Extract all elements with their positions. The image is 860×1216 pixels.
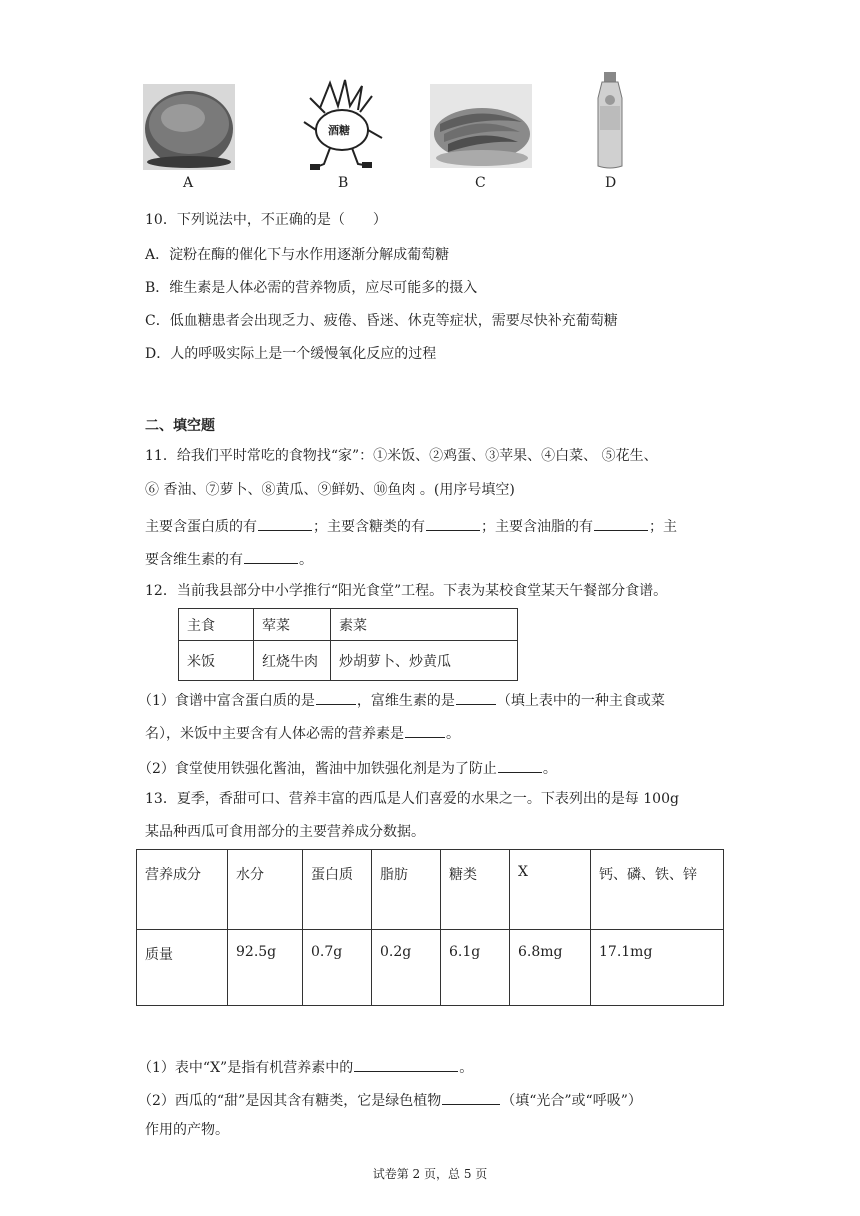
q12-cell: 米饭: [179, 641, 254, 681]
q13-cell: 6.1g: [441, 930, 510, 1006]
q13-cell: 蛋白质: [303, 850, 372, 930]
q11-line2: ⑥ 香油、⑦萝卜、⑧黄瓜、⑨鲜奶、⑩鱼肉 。(用序号填空): [145, 482, 515, 498]
q12-part2-end: 。: [542, 761, 557, 777]
q12-part1-line1: [138, 688, 665, 711]
q11-line3-end: ；主: [649, 519, 677, 535]
q12-cell: 炒胡萝卜、炒黄瓜: [331, 641, 518, 681]
q13-part1: [138, 1055, 473, 1078]
q13-cell: 钙、磷、铁、锌: [591, 850, 724, 930]
q13-cell: 6.8mg: [510, 930, 591, 1006]
image-b-text: 酒糖: [328, 124, 350, 137]
image-b-cartoon: [300, 78, 386, 174]
section-title: 二、填空题: [145, 418, 215, 434]
q12-menu-table: [178, 608, 518, 681]
q10-option-b: B．维生素是人体必需的营养物质，应尽可能多的摄入: [145, 280, 478, 296]
q12-protein-blank[interactable]: [316, 688, 356, 705]
q13-sweet-blank[interactable]: [442, 1088, 500, 1105]
q13-sweet-label: （2）西瓜的“甜”是因其含有糖类，它是绿色植物: [138, 1093, 442, 1109]
q10-option-c: C．低血糖患者会出现乏力、疲倦、昏迷、休克等症状，需要尽快补充葡萄糖: [145, 313, 618, 329]
q13-cell: 0.7g: [303, 930, 372, 1006]
q10-option-d: D．人的呼吸实际上是一个缓慢氧化反应的过程: [145, 346, 437, 362]
image-d-label: D: [605, 175, 617, 191]
image-c-bananas: [430, 84, 532, 168]
q10-stem: 10．下列说法中，不正确的是（ ）: [145, 212, 387, 228]
image-d-bottle: [592, 72, 628, 170]
q12-cell: 荤菜: [254, 609, 331, 641]
image-a-label: A: [183, 175, 194, 191]
q12-hint: （填上表中的一种主食或菜: [496, 693, 665, 709]
q12-cell: 红烧牛肉: [254, 641, 331, 681]
q11-line3: [145, 514, 677, 537]
q13-x-blank[interactable]: [354, 1055, 458, 1072]
q11-vitamin-label: 要含维生素的有: [145, 552, 243, 568]
q13-x-label: （1）表中“X”是指有机营养素中的: [138, 1060, 354, 1076]
q12-protein-label: （1）食谱中富含蛋白质的是: [138, 693, 315, 709]
q12-cell: 主食: [179, 609, 254, 641]
q13-cell: 92.5g: [228, 930, 303, 1006]
q12-iron-label: （2）食堂使用铁强化酱油，酱油中加铁强化剂是为了防止: [138, 761, 497, 777]
image-a-bread: [143, 84, 235, 170]
q11-line4: [145, 547, 313, 570]
q11-fat-blank[interactable]: [594, 514, 648, 531]
q12-part1-end: 。: [446, 726, 460, 742]
q10-option-a: A．淀粉在酶的催化下与水作用逐渐分解成葡萄糖: [145, 247, 450, 263]
q12-part2: [138, 756, 557, 779]
page-footer: 试卷第 2 页，总 5 页: [372, 1167, 488, 1181]
q12-part1-line2: [145, 721, 460, 744]
q13-cell: 水分: [228, 850, 303, 930]
q11-protein-blank[interactable]: [258, 514, 312, 531]
q12-cell: 素菜: [331, 609, 518, 641]
q13-cell: X: [510, 850, 591, 930]
q12-stem: 12．当前我县部分中小学推行“阳光食堂”工程。下表为某校食堂某天午餐部分食谱。: [145, 583, 668, 599]
q12-rice-label: 名），米饭中主要含有人体必需的营养素是: [145, 726, 404, 742]
q13-line2: 某品种西瓜可食用部分的主要营养成分数据。: [145, 824, 425, 840]
q13-part1-end: 。: [459, 1060, 474, 1076]
q11-fat-label: ；主要含油脂的有: [481, 519, 593, 535]
q12-rice-blank[interactable]: [405, 721, 445, 738]
q13-cell: 17.1mg: [591, 930, 724, 1006]
q13-part2-line2: 作用的产物。: [145, 1122, 229, 1138]
q13-part2-line1: [138, 1088, 642, 1111]
q11-sugar-label: ；主要含糖类的有: [313, 519, 425, 535]
q13-nutrition-table: [136, 849, 724, 1006]
q11-sugar-blank[interactable]: [426, 514, 480, 531]
q11-vitamin-blank[interactable]: [244, 547, 298, 564]
q13-cell: 0.2g: [372, 930, 441, 1006]
image-c-label: C: [475, 175, 486, 191]
q11-protein-label: 主要含蛋白质的有: [145, 519, 257, 535]
q11-line1: 11．给我们平时常吃的食物找“家”：①米饭、②鸡蛋、③苹果、④白菜、 ⑤花生、: [145, 448, 658, 464]
q11-line4-end: 。: [299, 552, 313, 568]
q13-sweet-hint: （填“光合”或“呼吸”）: [501, 1093, 642, 1109]
q13-cell: 营养成分: [137, 850, 228, 930]
q13-cell: 质量: [137, 930, 228, 1006]
q13-cell: 糖类: [441, 850, 510, 930]
q12-vitamin-blank[interactable]: [456, 688, 496, 705]
q13-cell: 脂肪: [372, 850, 441, 930]
q12-vitamin-label: ，富维生素的是: [356, 693, 455, 709]
image-b-label: B: [338, 175, 349, 191]
q12-iron-blank[interactable]: [498, 756, 542, 773]
q13-line1: 13．夏季，香甜可口、营养丰富的西瓜是人们喜爱的水果之一。下表列出的是每 100g: [145, 791, 679, 807]
